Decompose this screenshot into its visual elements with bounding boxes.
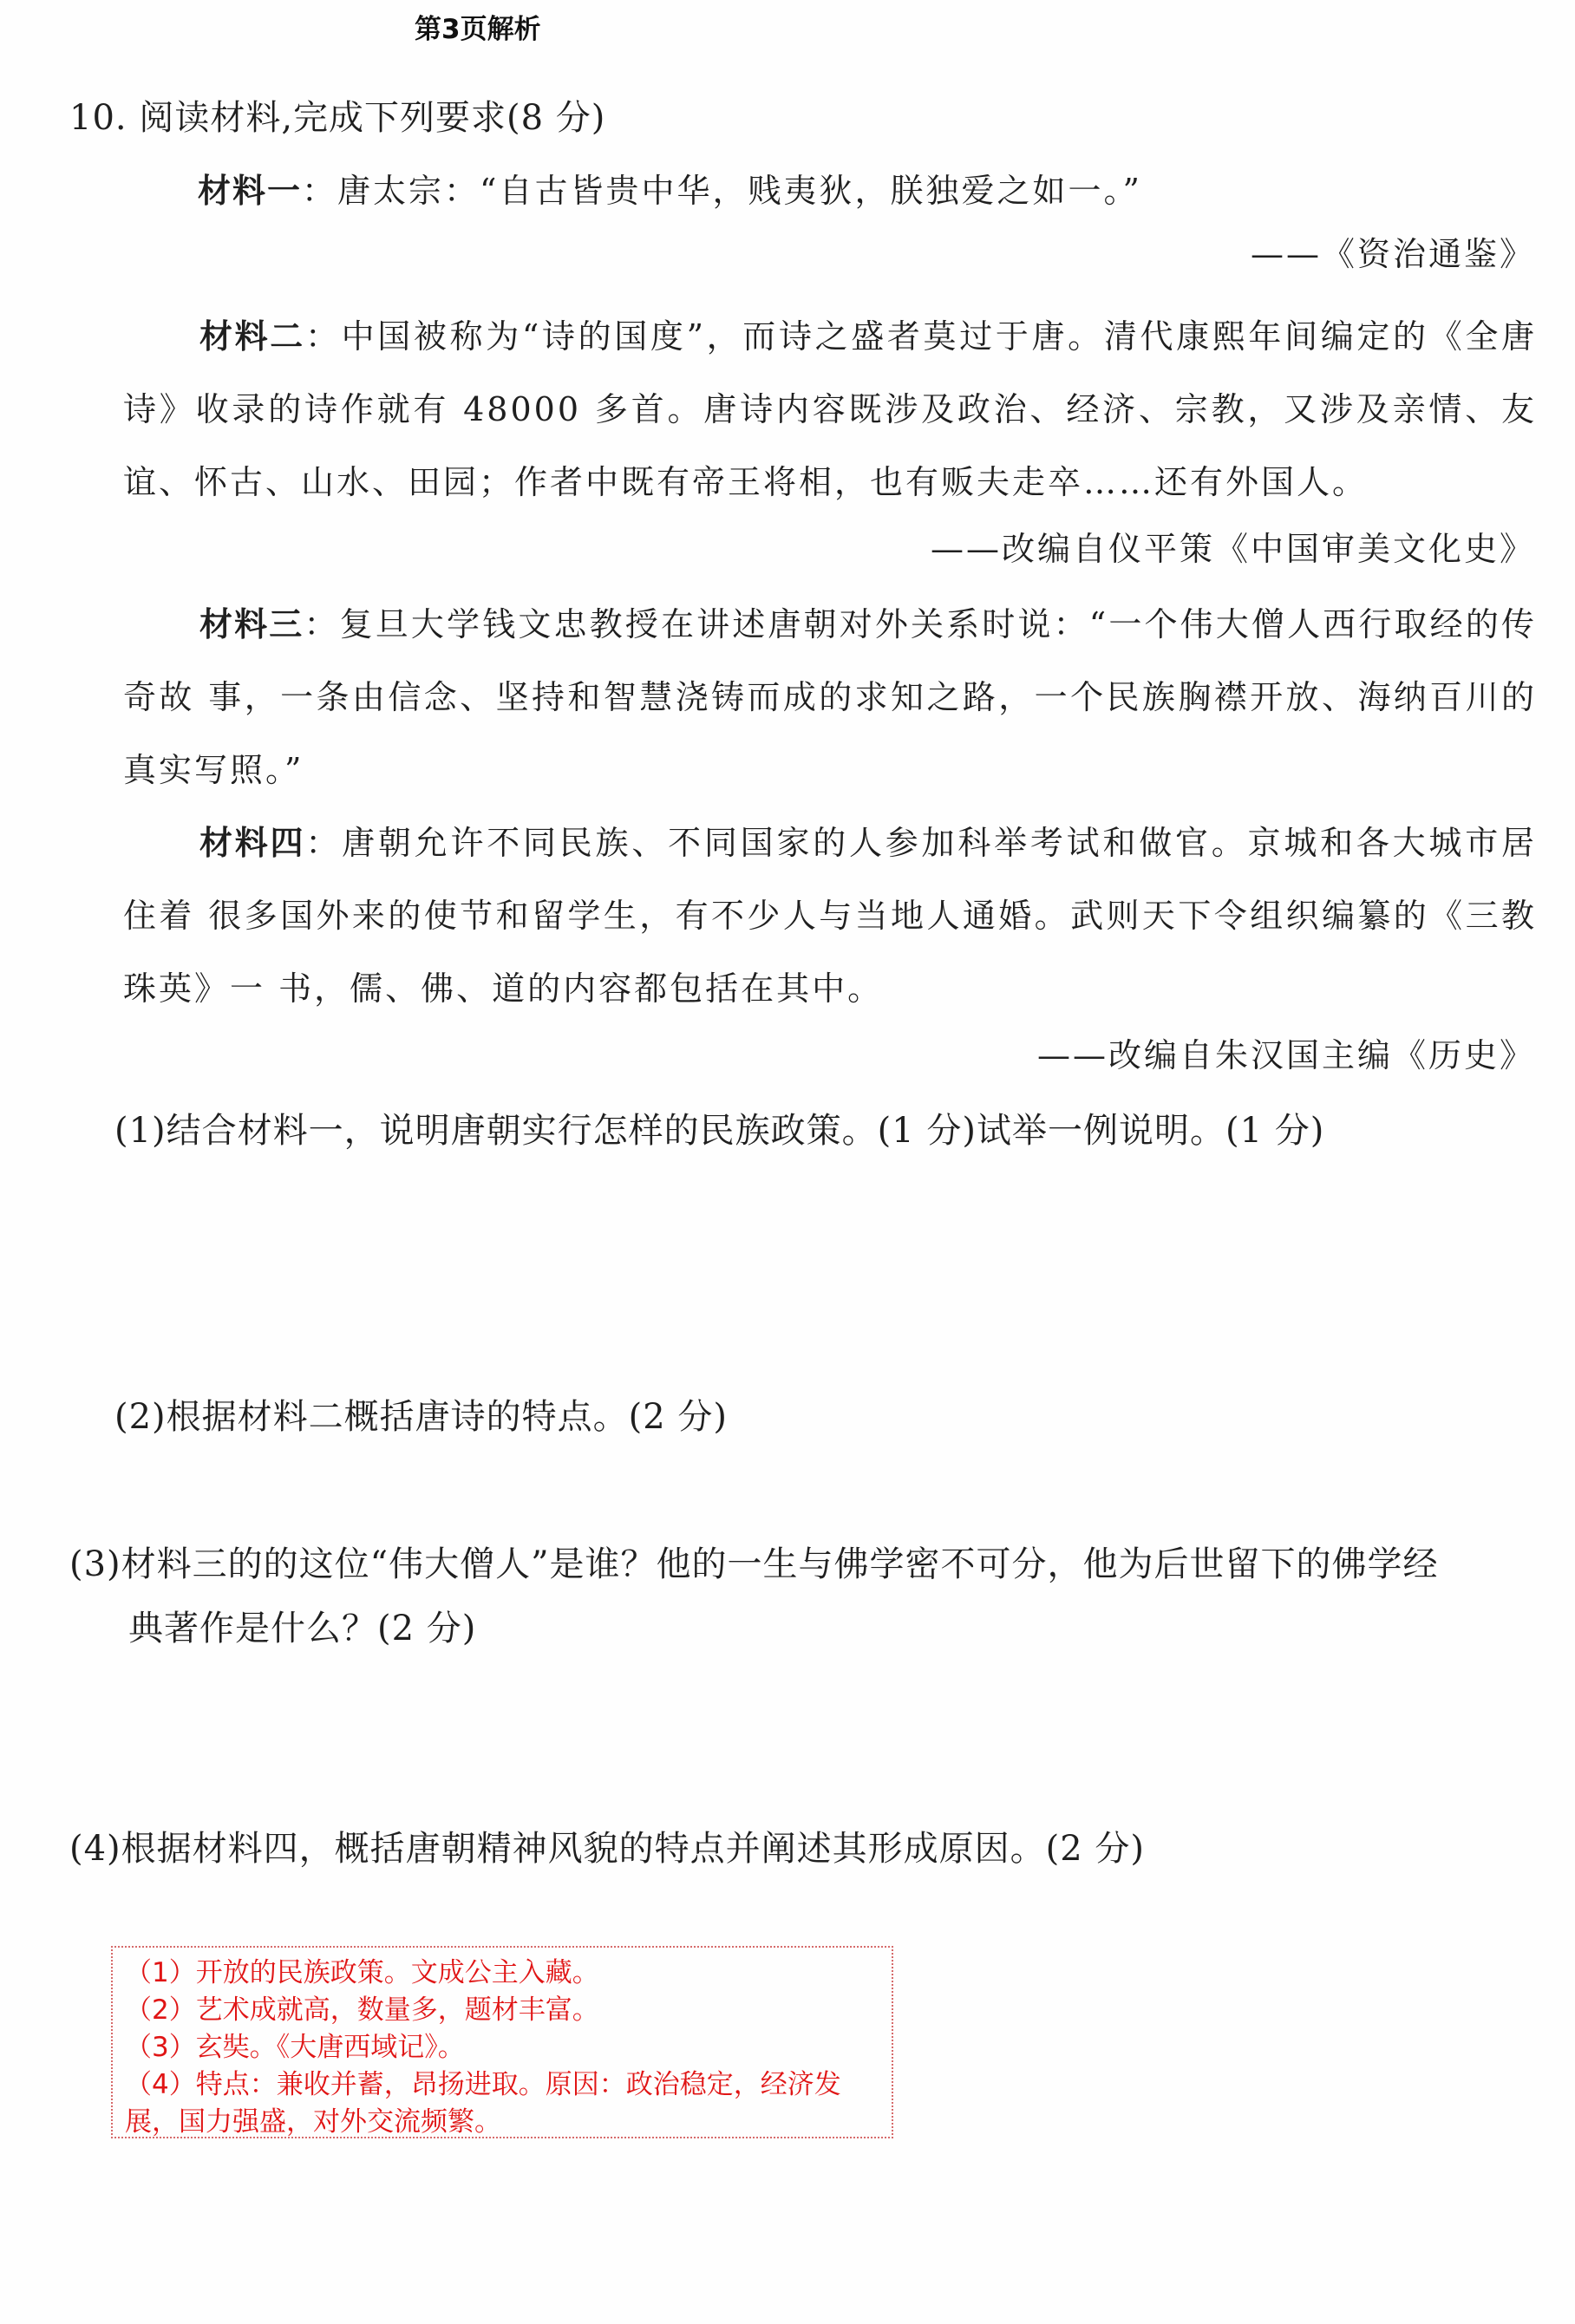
material-2-label: 材料二 bbox=[199, 317, 305, 356]
material-4-label: 材料四 bbox=[199, 824, 306, 862]
question-title: 10. 阅读材料,完成下列要求(8 分) bbox=[69, 98, 606, 138]
sub-question-3-cont: 典著作是什么？(2 分) bbox=[128, 1609, 477, 1648]
material-4-source: ——改编自朱汉国主编《历史》 bbox=[1036, 1036, 1535, 1074]
page-header-title: 第3页解析 bbox=[415, 14, 541, 45]
answer-3: （3）玄奘。《大唐西域记》。 bbox=[125, 2032, 465, 2063]
sub-question-3: (3)材料三的的这位“伟大僧人”是谁？他的一生与佛学密不可分，他为后世留下的佛学经 bbox=[69, 1544, 1439, 1584]
answer-4: （4）特点：兼收并蓄，昂扬进取。原因：政治稳定，经济发展，国力强盛，对外交流频繁。 bbox=[125, 2069, 841, 2138]
material-3 bbox=[123, 588, 1537, 806]
material-4 bbox=[123, 806, 1537, 1025]
answer-1: （1）开放的民族政策。文成公主入藏。 bbox=[125, 1957, 599, 1988]
sub-question-4: (4)根据材料四，概括唐朝精神风貌的特点并阐述其形成原因。(2 分) bbox=[69, 1829, 1146, 1869]
sub-question-1: (1)结合材料一，说明唐朝实行怎样的民族政策。(1 分)试举一例说明。(1 分) bbox=[114, 1111, 1325, 1151]
material-2-text: ：中国被称为“诗的国度”，而诗之盛者莫过于唐。清代康熙年间编定的《全唐诗》收录的诗作就有 48000 多首。唐诗内容既涉及政治、经济、宗教，又涉及亲情、友谊、怀古、山水、田园；作者中既有帝王将相，也有贩夫走卒……还有外国人。 bbox=[123, 317, 1537, 501]
material-4-text: ：唐朝允许不同民族、不同国家的人参加科举考试和做官。京城和各大城市居住着 很多国外来的使节和留学生，有不少人与当地人通婚。武则天下令组织编纂的《三教珠英》一 书，儒、佛、道的内容都包括在其中。 bbox=[123, 824, 1537, 1008]
material-1-label: 材料一 bbox=[198, 172, 303, 210]
material-3-text: ：复旦大学钱文忠教授在讲述唐朝对外关系时说：“一个伟大僧人西行取经的传奇故 事，一条由信念、坚持和智慧浇铸而成的求知之路，一个民族胸襟开放、海纳百川的真实写照。” bbox=[123, 605, 1537, 789]
material-1-text: ：唐太宗：“自古皆贵中华，贱夷狄，朕独爱之如一。” bbox=[302, 172, 1142, 210]
material-2 bbox=[123, 300, 1537, 519]
answer-box bbox=[111, 1946, 893, 2138]
material-3-label: 材料三 bbox=[199, 605, 304, 643]
material-1 bbox=[198, 154, 1551, 227]
answer-2: （2）艺术成就高，数量多，题材丰富。 bbox=[125, 1994, 599, 2026]
material-2-source: ——改编自仪平策《中国审美文化史》 bbox=[930, 530, 1535, 568]
sub-question-2: (2)根据材料二概括唐诗的特点。(2 分) bbox=[114, 1397, 729, 1437]
material-1-source: ——《资治通鉴》 bbox=[1250, 235, 1535, 273]
